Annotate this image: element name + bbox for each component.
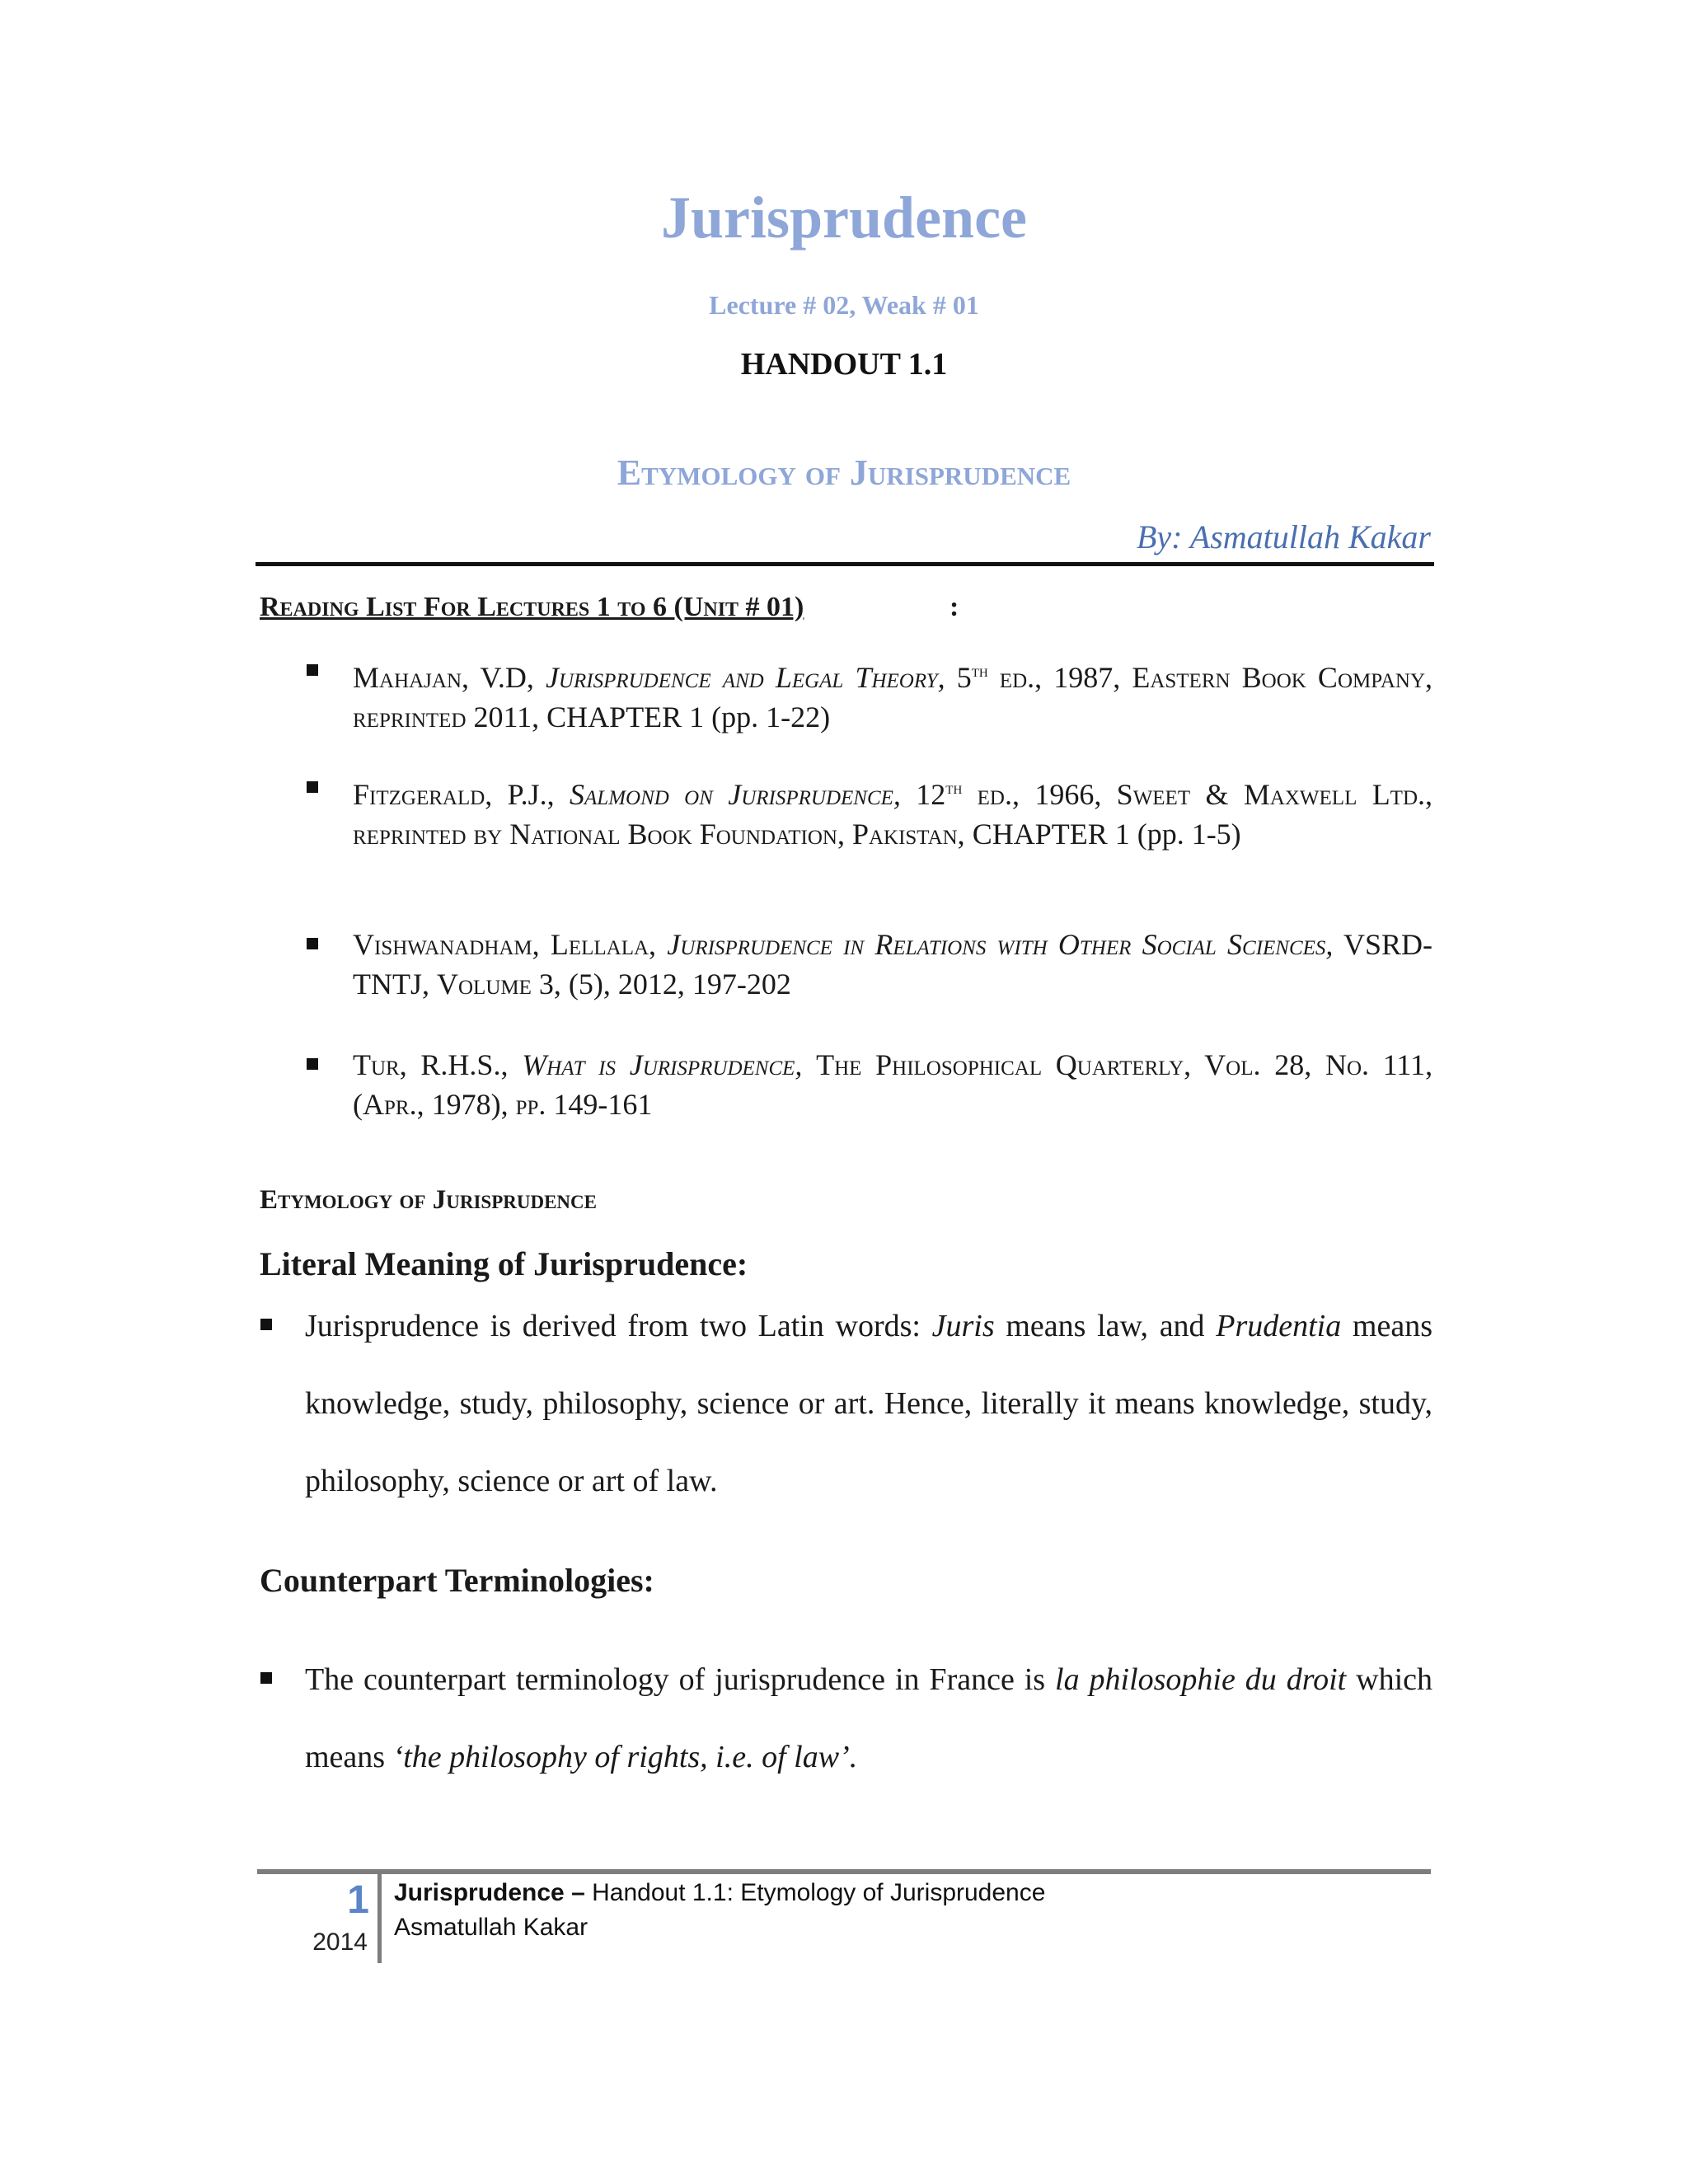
footer-document-title: Jurisprudence – Handout 1.1: Etymology of Jurisprudence (394, 1879, 1046, 1906)
page-number: 1 (347, 1878, 369, 1922)
bullet-icon (260, 1672, 272, 1684)
reading-list-heading: Reading List For Lectures 1 to 6 (Unit # 01) (260, 592, 804, 622)
literal-meaning-paragraph: Jurisprudence is derived from two Latin words: Juris means law, and Prudentia means knowledge, study, philosophy, science or art. Hence, literally it means knowledge, study, philosophy, science or art of law. (305, 1309, 1432, 1498)
bullet-icon (307, 664, 318, 676)
bullet-icon (307, 938, 318, 949)
footer-year: 2014 (312, 1929, 368, 1956)
reading-list-colon: : (950, 592, 959, 622)
reference-item: Mahajan, V.D, Jurisprudence and Legal Theory, 5th ed., 1987, Eastern Book Company, reprinted 2011, CHAPTER 1 (pp. 1-22) (353, 660, 1433, 733)
handout-number: HANDOUT 1.1 (740, 347, 948, 382)
reference-item: Fitzgerald, P.J., Salmond on Jurisprudence, 12th ed., 1966, Sweet & Maxwell Ltd., reprinted by National Book Foundation, Pakistan, CHAPTER 1 (pp. 1-5) (353, 777, 1433, 851)
document-title: Jurisprudence (660, 185, 1028, 251)
bullet-icon (307, 1058, 318, 1070)
literal-meaning-heading: Literal Meaning of Jurisprudence: (260, 1245, 748, 1282)
reference-item: Vishwanadham, Lellala, Jurisprudence in Relations with Other Social Sciences, VSRD-TNTJ, Volume 3, (5), 2012, 197-202 (353, 928, 1432, 1001)
author-byline: By: Asmatullah Kakar (1136, 518, 1431, 555)
bullet-icon (260, 1319, 272, 1330)
footer-divider (257, 1869, 1431, 1874)
counterpart-paragraph: The counterpart terminology of jurisprudence in France is la philosophie du droit which means ‘the philosophy of rights, i.e. of law’. (305, 1662, 1432, 1774)
header-divider (256, 562, 1434, 566)
reference-item: Tur, R.H.S., What is Jurisprudence, The Philosophical Quarterly, Vol. 28, No. 111, (Apr., 1978), pp. 149-161 (353, 1048, 1433, 1121)
section-heading: Etymology of Jurisprudence (260, 1185, 597, 1215)
lecture-subtitle: Lecture # 02, Weak # 01 (709, 290, 979, 320)
footer-separator (377, 1874, 382, 1963)
handout-topic: Etymology of Jurisprudence (617, 452, 1071, 493)
footer-author: Asmatullah Kakar (394, 1914, 588, 1941)
bullet-icon (307, 781, 318, 793)
counterpart-heading: Counterpart Terminologies: (260, 1562, 654, 1599)
